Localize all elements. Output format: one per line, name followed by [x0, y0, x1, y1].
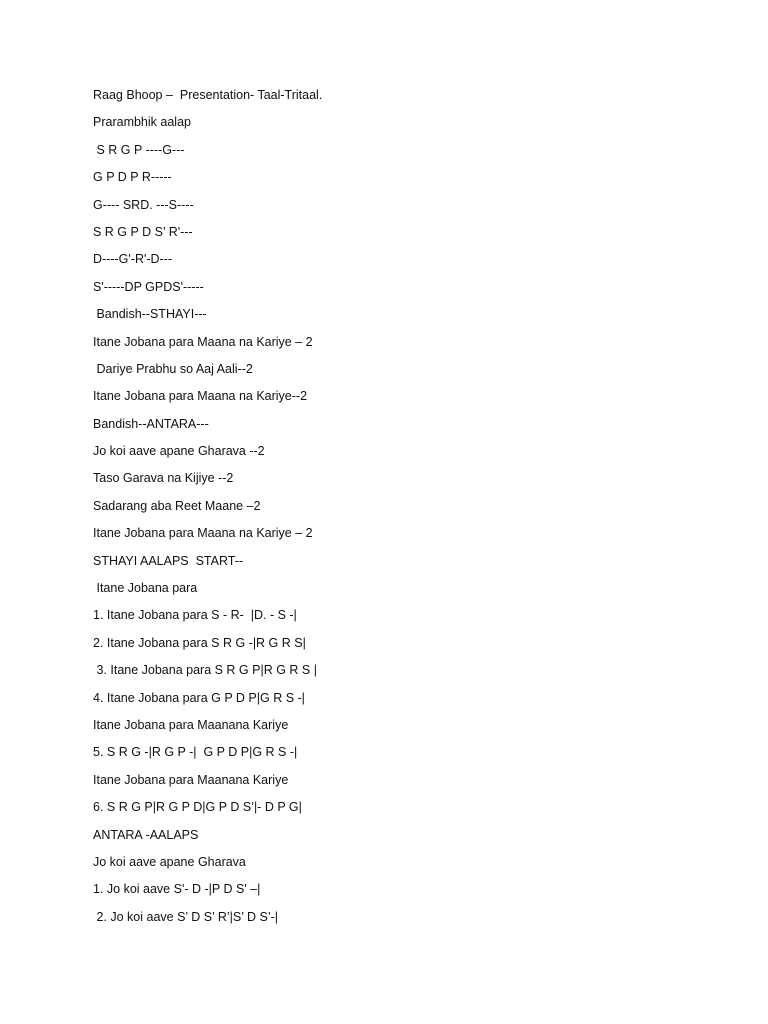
- section-heading: Prarambhik aalap: [93, 115, 191, 130]
- aalap-line: 4. Itane Jobana para G P D P|G R S -|: [93, 690, 305, 705]
- aalap-line: 2. Jo koi aave S’ D S’ R’|S’ D S’-|: [93, 909, 279, 924]
- notation-line: S'-----DP GPDS'-----: [93, 279, 204, 294]
- section-heading: Bandish--STHAYI---: [93, 307, 207, 322]
- lyric-line: Jo koi aave apane Gharava: [93, 854, 246, 869]
- aalap-line: 6. S R G P|R G P D|G P D S’|- D P G|: [93, 800, 302, 815]
- aalap-line: 5. S R G -|R G P -| G P D P|G R S -|: [93, 745, 298, 760]
- lyric-line: Itane Jobana para Maanana Kariye: [93, 717, 289, 732]
- aalap-line: 1. Itane Jobana para S - R- |D. - S -|: [93, 608, 297, 623]
- document-title: Raag Bhoop – Presentation- Taal-Tritaal.: [93, 88, 323, 102]
- lyric-line: Itane Jobana para Maana na Kariye – 2: [93, 526, 313, 541]
- lyric-line: Sadarang aba Reet Maane –2: [93, 498, 261, 513]
- notation-line: S R G P D S’ R'---: [93, 224, 193, 239]
- aalap-line: 1. Jo koi aave S'- D -|P D S' –|: [93, 882, 261, 897]
- notation-line: S R G P ----G---: [93, 142, 185, 157]
- lyric-line: Itane Jobana para: [93, 581, 198, 596]
- lyric-line: Itane Jobana para Maanana Kariye: [93, 772, 289, 787]
- lyric-line: Jo koi aave apane Gharava --2: [93, 444, 265, 459]
- notation-line: D----G'-R'-D---: [93, 252, 173, 267]
- lyric-line: Dariye Prabhu so Aaj Aali--2: [93, 361, 253, 376]
- lyric-line: Itane Jobana para Maana na Kariye--2: [93, 389, 308, 404]
- notation-line: G---- SRD. ---S----: [93, 197, 194, 212]
- document-body: [93, 87, 713, 936]
- notation-line: G P D P R-----: [93, 170, 172, 185]
- lyric-line: Itane Jobana para Maana na Kariye – 2: [93, 334, 313, 349]
- aalap-line: 2. Itane Jobana para S R G -|R G R S|: [93, 635, 306, 650]
- section-heading: Bandish--ANTARA---: [93, 416, 209, 431]
- section-heading: ANTARA -AALAPS: [93, 827, 199, 842]
- aalap-line: 3. Itane Jobana para S R G P|R G R S |: [93, 663, 317, 678]
- lyric-line: Taso Garava na Kijiye --2: [93, 471, 234, 486]
- section-heading: STHAYI AALAPS START--: [93, 553, 244, 568]
